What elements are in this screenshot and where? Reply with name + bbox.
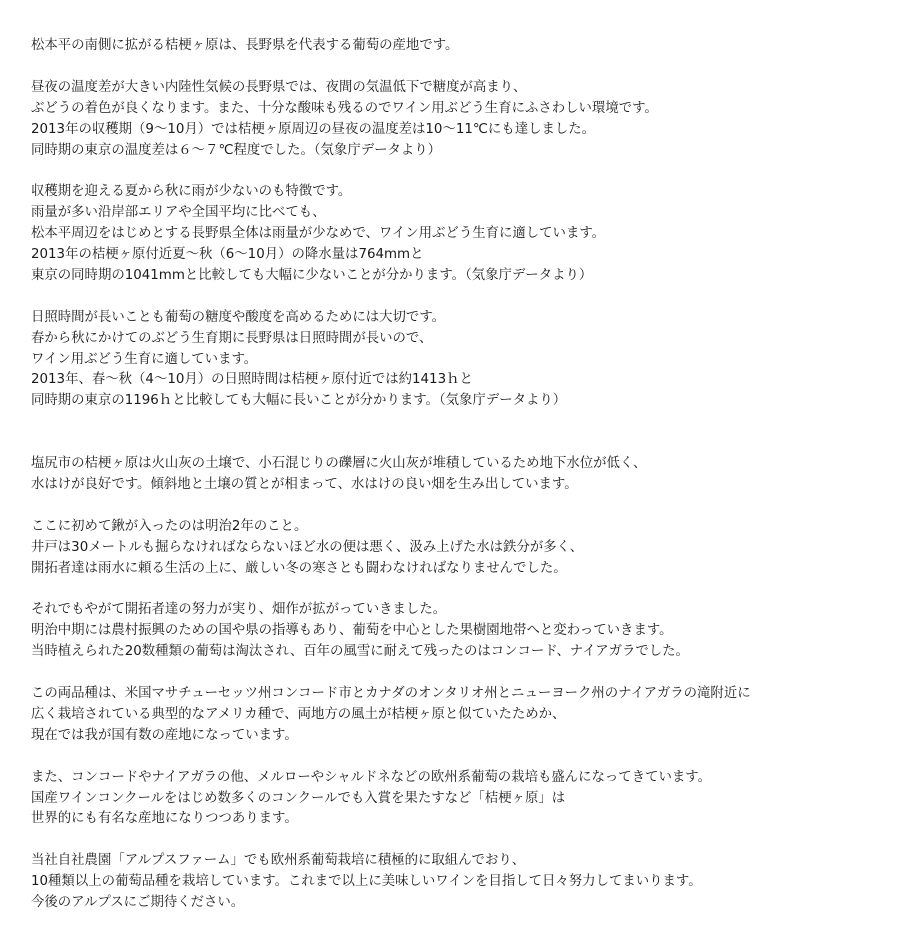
paragraph-european-grapes [31,768,891,831]
paragraph-soil [31,454,891,496]
text-line: また、コンコードやナイアガラの他、メルローやシャルドネなどの欧州系葡萄の栽培も盛んになってきています。 [31,769,711,785]
paragraph-rainfall [31,182,891,287]
text-line: この両品種は、米国マサチューセッツ州コンコード市とカナダのオンタリオ州とニューヨーク州のナイアガラの滝附近に [31,685,751,701]
paragraph-alps-farm [31,851,891,914]
paragraph-development [31,600,891,663]
text-line: 現在では我が国有数の産地になっています。 [31,727,298,743]
paragraph-temperature [31,78,891,162]
text-line: 開拓者達は雨水に頼る生活の上に、厳しい冬の寒さとも闘わなければなりませんでした。 [31,560,567,576]
text-line: ぶどうの着色が良くなります。また、十分な酸味も残るのでワイン用ぶどう生育にふさわしい環境です。 [31,100,658,116]
text-line: 同時期の東京の1196ｈと比較しても大幅に長いことが分かります。（気象庁データより） [31,393,567,409]
text-line: 水はけが良好です。傾斜地と土壌の質とが相まって、水はけの良い畑を生み出しています。 [31,476,578,492]
paragraph-varieties [31,684,891,747]
text-line: 明治中期には農村振興のための国や県の指導もあり、葡萄を中心とした果樹園地帯へと変わっていきます。 [31,623,673,639]
document-body [31,36,891,935]
text-line: 当時植えられた20数種類の葡萄は淘汰され、百年の風雪に耐えて残ったのはコンコード、ナイアガラでした。 [31,644,689,660]
text-line: 日照時間が長いことも葡萄の糖度や酸度を高めるためには大切です。 [31,309,446,325]
paragraph-intro [31,36,891,57]
text-line: 広く栽培されている典型的なアメリカ種で、両地方の風土が桔梗ヶ原と似ていたためか、 [31,706,566,722]
text-line: 今後のアルプスにご期待ください。 [31,895,245,911]
text-line: 当社自社農園「アルプスファーム」でも欧州系葡萄栽培に積極的に取組んでおり、 [31,853,526,869]
text-line: 雨量が多い沿岸部エリアや全国平均に比べても、 [31,205,326,221]
text-line: 同時期の東京の温度差は６～７℃程度でした。（気象庁データより） [31,142,442,158]
text-line: 塩尻市の桔梗ヶ原は火山灰の土壌で、小石混じりの礫層に火山灰が堆積しているため地下水位が低く、 [31,456,647,472]
text-line: 10種類以上の葡萄品種を栽培しています。これまで以上に美味しいワインを目指して日々努力してまいります。 [31,874,702,890]
text-line: 松本平の南側に拡がる桔梗ヶ原は、長野県を代表する葡萄の産地です。 [31,38,459,53]
text-line: ワイン用ぶどう生育に適しています。 [31,351,258,367]
paragraph-history [31,517,891,580]
text-line: 収穫期を迎える夏から秋に雨が少ないのも特徴です。 [31,184,352,200]
text-line: 松本平周辺をはじめとする長野県全体は雨量が少なめで、ワイン用ぶどう生育に適しています。 [31,226,606,242]
text-line: ここに初めて鍬が入ったのは明治2年のこと。 [31,518,308,534]
text-line: 2013年の収穫期（9～10月）では桔梗ヶ原周辺の昼夜の温度差は10～11℃にも達しました。 [31,121,596,137]
text-line: 国産ワインコンクールをはじめ数多くのコンクールでも入賞を果たすなど「桔梗ヶ原」は [31,790,566,806]
text-line: 井戸は30メートルも掘らなければならないほど水の便は悪く、汲み上げた水は鉄分が多く、 [31,539,584,555]
text-line: 2013年、春～秋（4～10月）の日照時間は桔梗ヶ原付近では約1413ｈと [31,372,473,388]
text-line: それでもやがて開拓者達の努力が実り、畑作が拡がっていきました。 [31,602,447,618]
text-line: 世界的にも有名な産地になりつつあります。 [31,811,298,827]
text-line: 春から秋にかけてのぶどう生育期に長野県は日照時間が長いので、 [31,330,433,346]
text-line: 東京の同時期の1041mmと比較しても大幅に少ないことが分かります。（気象庁データより） [31,267,593,283]
text-line: 2013年の桔梗ヶ原付近夏～秋（6～10月）の降水量は764mmと [31,247,424,263]
text-line: 昼夜の温度差が大きい内陸性気候の長野県では、夜間の気温低下で糖度が高まり、 [31,79,527,95]
paragraph-sunshine [31,308,891,413]
